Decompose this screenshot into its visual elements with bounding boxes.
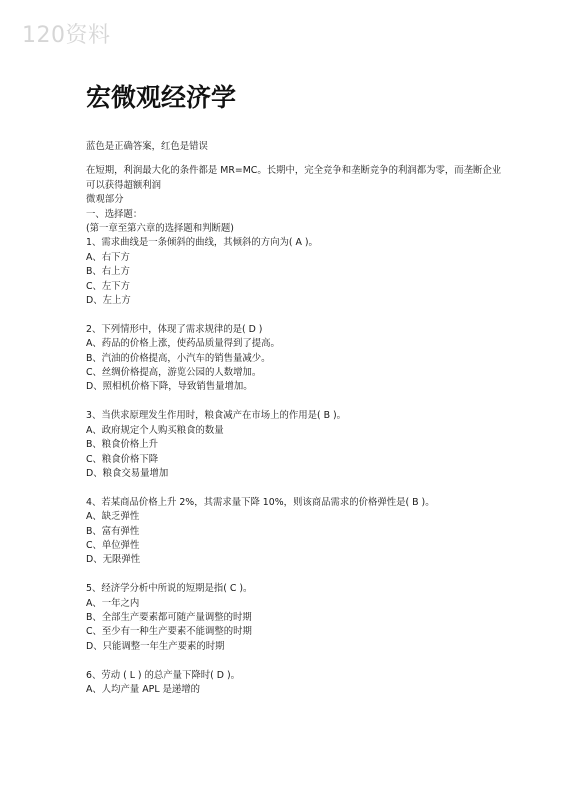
document-body bbox=[86, 140, 506, 712]
question-stem: 5、经济学分析中所说的短期是指( C )。 bbox=[86, 583, 253, 595]
part-heading: 一、选择题： bbox=[86, 208, 143, 220]
option: D、粮食交易量增加 bbox=[86, 467, 169, 479]
option: C、至少有一种生产要素不能调整的时期 bbox=[86, 626, 252, 638]
option: C、丝绸价格提高，游览公园的人数增加。 bbox=[86, 367, 262, 379]
option: D、无限弹性 bbox=[86, 554, 141, 566]
question-stem: 2、下列情形中，体现了需求规律的是( D ) bbox=[86, 323, 263, 335]
option: B、粮食价格上升 bbox=[86, 439, 159, 451]
option: C、粮食价格下降 bbox=[86, 453, 159, 465]
question-stem: 4、若某商品价格上升 2%，其需求量下降 10%，则该商品需求的价格弹性是( B )。 bbox=[86, 496, 435, 508]
scope-note: (第一章至第六章的选择题和判断题) bbox=[86, 223, 234, 235]
option: B、右上方 bbox=[86, 266, 130, 278]
option: D、左上方 bbox=[86, 295, 131, 307]
watermark: 120资料 bbox=[22, 23, 111, 48]
question-5 bbox=[86, 582, 506, 654]
question-1 bbox=[86, 236, 506, 308]
option: A、人均产量 APL 是递增的 bbox=[86, 683, 201, 695]
option: A、一年之内 bbox=[86, 597, 140, 609]
option: C、左下方 bbox=[86, 280, 131, 292]
question-stem: 3、当供求原理发生作用时，粮食减产在市场上的作用是( B )。 bbox=[86, 410, 347, 422]
option: B、富有弹性 bbox=[86, 525, 140, 537]
option: C、单位弹性 bbox=[86, 539, 140, 551]
option: B、全部生产要素都可随产量调整的时期 bbox=[86, 611, 252, 623]
option: A、缺乏弹性 bbox=[86, 511, 140, 523]
question-stem: 1、需求曲线是一条倾斜的曲线，其倾斜的方向为( A )。 bbox=[86, 237, 318, 249]
option: D、照相机价格下降，导致销售量增加。 bbox=[86, 381, 253, 393]
question-stem: 6、劳动 ( L ) 的总产量下降时( D )。 bbox=[86, 669, 241, 681]
question-2 bbox=[86, 323, 506, 395]
question-4 bbox=[86, 496, 506, 568]
page-title: 宏微观经济学 bbox=[86, 83, 237, 112]
option: A、药品的价格上涨，使药品质量得到了提高。 bbox=[86, 338, 280, 350]
option: B、汽油的价格提高，小汽车的销售量减少。 bbox=[86, 352, 271, 364]
option: A、右下方 bbox=[86, 251, 130, 263]
section-heading: 微观部分 bbox=[86, 194, 124, 206]
answer-color-note: 蓝色是正确答案，红色是错误 bbox=[86, 141, 208, 152]
question-6 bbox=[86, 669, 506, 698]
question-3 bbox=[86, 409, 506, 481]
option: D、只能调整一年生产要素的时期 bbox=[86, 640, 225, 652]
intro-paragraph: 在短期，利润最大化的条件都是 MR=MC。长期中，完全竞争和垄断竞争的利润都为零，而垄断企业可以获得超额利润 bbox=[86, 165, 502, 191]
option: A、政府规定个人购买粮食的数量 bbox=[86, 424, 224, 436]
